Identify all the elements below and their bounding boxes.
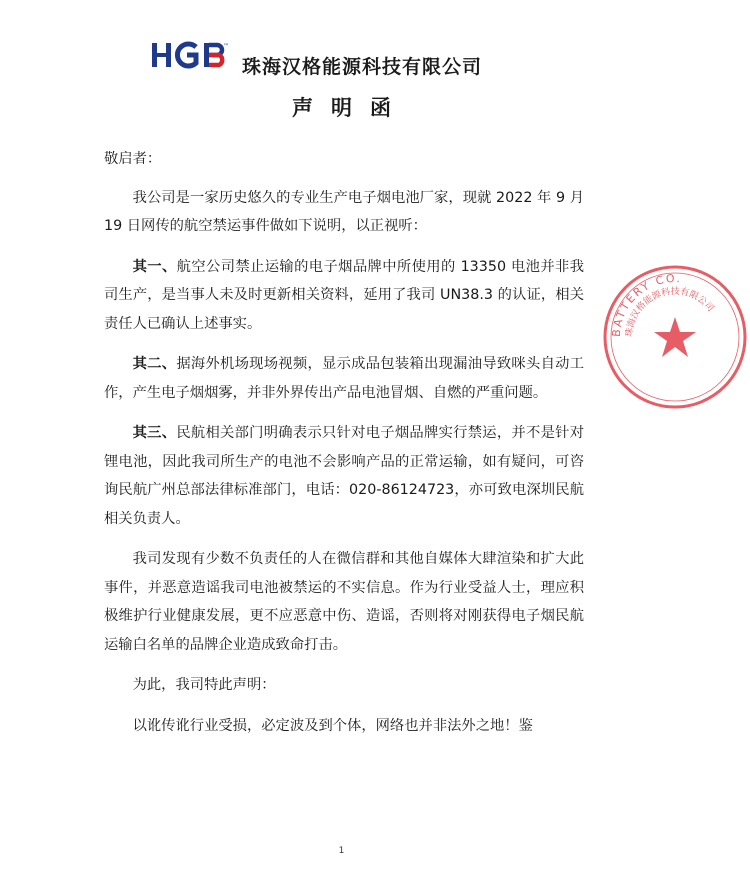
paragraph: 我司发现有少数不负责任的人在微信群和其他自媒体大肆渲染和扩大此事件，并恶意造谣我司电池被禁运的不实信息。作为行业受益人士，理应积极维护行业健康发展，更不应恶意中伤、造谣，否则将对刚获得电子烟民航运输白名单的品牌企业造成致命打击。: [104, 551, 584, 653]
paragraph: 其三、民航相关部门明确表示只针对电子烟品牌实行禁运，并不是针对锂电池，因此我司所生产的电池不会影响产品的正常运输，如有疑问，可咨询民航广州总部法律标准部门，电话：020-86124723，亦可致电深圳民航相关负责人。: [104, 425, 585, 527]
paragraph: 以讹传讹行业受损，必定波及到个体，网络也并非法外之地！鉴: [132, 717, 533, 734]
company-seal-stamp: [600, 262, 750, 412]
letter-body: [104, 145, 584, 752]
seal-text-inner: 珠海汉格能源科技有限公司: [624, 286, 716, 338]
logo-tm: ™: [223, 43, 229, 50]
salutation: 敬启者：: [104, 151, 162, 167]
paragraph: 其一、航空公司禁止运输的电子烟品牌中所使用的 13350 电池并非我司生产，是当事人未及时更新相关资料，延用了我司 UN38.3 的认证，相关责任人已确认上述事实。: [104, 258, 585, 332]
company-logo: [150, 38, 234, 72]
company-name: 珠海汉格能源科技有限公司: [242, 56, 483, 78]
seal-text-outer: BATTERY CO.: [609, 271, 683, 338]
paragraph: 为此，我司特此声明：: [132, 677, 276, 693]
hgb-logo-icon: [150, 38, 234, 72]
page-title: 声明函: [292, 96, 409, 120]
star-icon: [654, 317, 696, 357]
page-number: 1: [338, 846, 345, 856]
paragraph: 其二、据海外机场现场视频，显示成品包装箱出现漏油导致咪头自动工作，产生电子烟烟雾，并非外界传出产品电池冒烟、自燃的严重问题。: [104, 356, 585, 401]
paragraph: 我公司是一家历史悠久的专业生产电子烟电池厂家，现就 2022 年 9 月 19 日网传的航空禁运事件做如下说明，以正视听：: [104, 189, 584, 234]
